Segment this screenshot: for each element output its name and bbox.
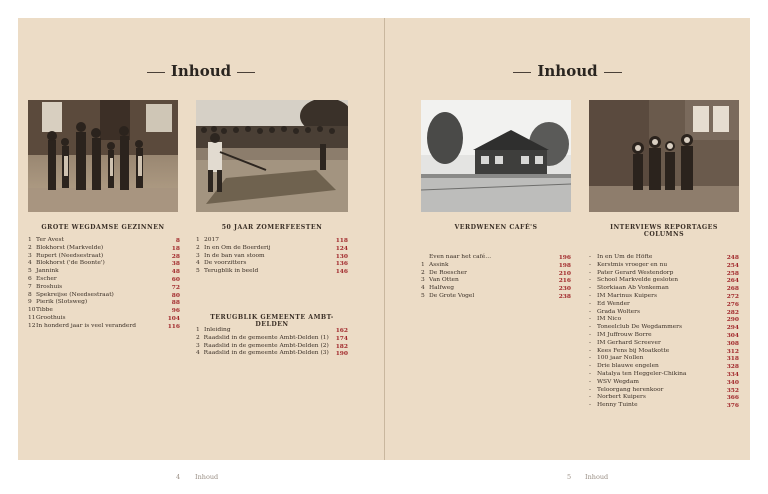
toc-entry[interactable]: 1 Inleiding 162 <box>196 327 348 334</box>
toc-entry[interactable]: 5 De Grote Vogel 238 <box>421 292 571 300</box>
toc-entry[interactable]: 5 Jannink 48 <box>28 268 180 276</box>
toc-entry[interactable]: 4 Raadslid in de gemeente Ambt-Delden (3) 190 <box>196 350 348 358</box>
toc-entry[interactable]: - IM Juffrouw Borre 304 <box>589 331 739 339</box>
title-rule-right <box>604 72 622 73</box>
toc-entry[interactable]: - In en Um de Höfte 248 <box>589 254 739 261</box>
cafe-photo <box>421 100 571 212</box>
toc-entry[interactable]: 11 Groothuis 104 <box>28 314 180 322</box>
family-photo <box>28 100 178 212</box>
toc-entry[interactable]: - Ed Wender 276 <box>589 300 739 308</box>
toc-list-cafes <box>421 254 571 301</box>
toc-entry[interactable]: 1 Assink 198 <box>421 261 571 269</box>
right-folio-label: Inhoud <box>585 473 609 481</box>
toc-entry[interactable]: - IM Nico 290 <box>589 316 739 324</box>
title-rule-left <box>513 72 531 73</box>
title-rule-right <box>237 72 255 73</box>
toc-entry[interactable]: - Henny Tuinte 376 <box>589 402 739 410</box>
section-heading-gezinnen: GROTE WEGDAMSE GEZINNEN <box>41 224 165 231</box>
toc-entry[interactable]: - Kerstmis vroeger en nu 254 <box>589 261 739 269</box>
toc-entry[interactable]: 3 Van Otten 216 <box>421 277 571 285</box>
right-page-title: Inhoud <box>385 62 750 80</box>
interviews-photo <box>589 100 739 212</box>
left-page <box>18 18 384 460</box>
toc-list-zomerfeesten <box>196 237 348 276</box>
toc-entry[interactable]: - Natalya ten Heggeler-Chikina 334 <box>589 370 739 378</box>
toc-entry[interactable]: 2 In en Om de Boerderij 124 <box>196 244 348 252</box>
toc-entry[interactable]: 4 Halfweg 230 <box>421 285 571 293</box>
left-folio-number: 4 <box>176 473 181 481</box>
toc-entry[interactable]: 4 De voorzitters 136 <box>196 260 348 268</box>
toc-entry[interactable]: - Storkiaan Ab Vonkeman 268 <box>589 285 739 293</box>
toc-entry[interactable]: - IM Gerhard Screever 308 <box>589 339 739 347</box>
section-heading-cafes: VERDWENEN CAFÉ'S <box>454 224 538 231</box>
toc-entry[interactable]: - School Markvelde gesloten 264 <box>589 277 739 285</box>
toc-list-gezinnen <box>28 237 180 331</box>
toc-entry[interactable]: - Pater Gerard Westendorp 258 <box>589 269 739 277</box>
toc-entry[interactable]: 2 De Roescher 210 <box>421 269 571 277</box>
toc-entry[interactable]: - Toneelclub De Wegdammers 294 <box>589 324 739 332</box>
toc-entry[interactable]: - 100 jaar Nollen 318 <box>589 355 739 363</box>
toc-entry[interactable]: - Drie blauwe engelen 328 <box>589 363 739 371</box>
title-rule-left <box>147 72 165 73</box>
toc-entry[interactable]: - WSV Wegdam 340 <box>589 378 739 386</box>
zomerfeest-photo <box>196 100 348 212</box>
toc-entry[interactable]: 8 Spekreijse (Needsestraat) 80 <box>28 291 180 299</box>
toc-entry[interactable]: 2 Blokhorst (Markvelde) 18 <box>28 244 180 252</box>
toc-entry[interactable]: - Kees Fens bij Moatkotte 312 <box>589 347 739 355</box>
toc-list-interviews <box>589 254 739 410</box>
toc-entry[interactable]: 12 In honderd jaar is veel veranderd 116 <box>28 322 180 330</box>
section-heading-ambt-delden: TERUGBLIK GEMEENTE AMBT-DELDEN <box>210 314 334 328</box>
toc-entry[interactable]: 7 Broshuis 72 <box>28 283 180 291</box>
toc-entry[interactable]: - Grada Wolters 282 <box>589 308 739 316</box>
toc-entry[interactable]: 1 2017 118 <box>196 237 348 244</box>
toc-entry[interactable]: 10 Tibbe 96 <box>28 307 180 315</box>
toc-entry[interactable]: - Teloorgang herenkoor 352 <box>589 386 739 394</box>
section-heading-zomerfeesten: 50 JAAR ZOMERFEESTEN <box>221 224 323 231</box>
left-page-title: Inhoud <box>18 62 384 80</box>
toc-entry[interactable]: 9 Pierik (Slotsweg) 88 <box>28 299 180 307</box>
toc-list-ambt-delden <box>196 327 348 358</box>
toc-entry[interactable]: 6 Escher 60 <box>28 275 180 283</box>
section-heading-interviews: INTERVIEWS REPORTAGES COLUMNS <box>610 224 718 238</box>
toc-entry[interactable]: 2 Raadslid in de gemeente Ambt-Delden (1) 174 <box>196 334 348 342</box>
left-folio-label: Inhoud <box>195 473 219 481</box>
toc-entry[interactable]: 5 Terugblik in beeld 146 <box>196 268 348 276</box>
toc-entry[interactable]: 3 In de ban van stoom 130 <box>196 252 348 260</box>
right-page <box>385 18 750 460</box>
toc-entry[interactable]: Even naar het café… 196 <box>429 254 571 261</box>
toc-entry[interactable]: 3 Raadslid in de gemeente Ambt-Delden (2) 182 <box>196 342 348 350</box>
right-folio-number: 5 <box>567 473 572 481</box>
toc-entry[interactable]: - Norbert Kuipers 366 <box>589 394 739 402</box>
toc-entry[interactable]: - IM Marinus Kuipers 272 <box>589 292 739 300</box>
toc-entry[interactable]: 1 Ter Avest 8 <box>28 237 180 244</box>
toc-entry[interactable]: 4 Blokhorst ('de Boonte') 38 <box>28 260 180 268</box>
toc-entry[interactable]: 3 Rupert (Needsestraat) 28 <box>28 252 180 260</box>
